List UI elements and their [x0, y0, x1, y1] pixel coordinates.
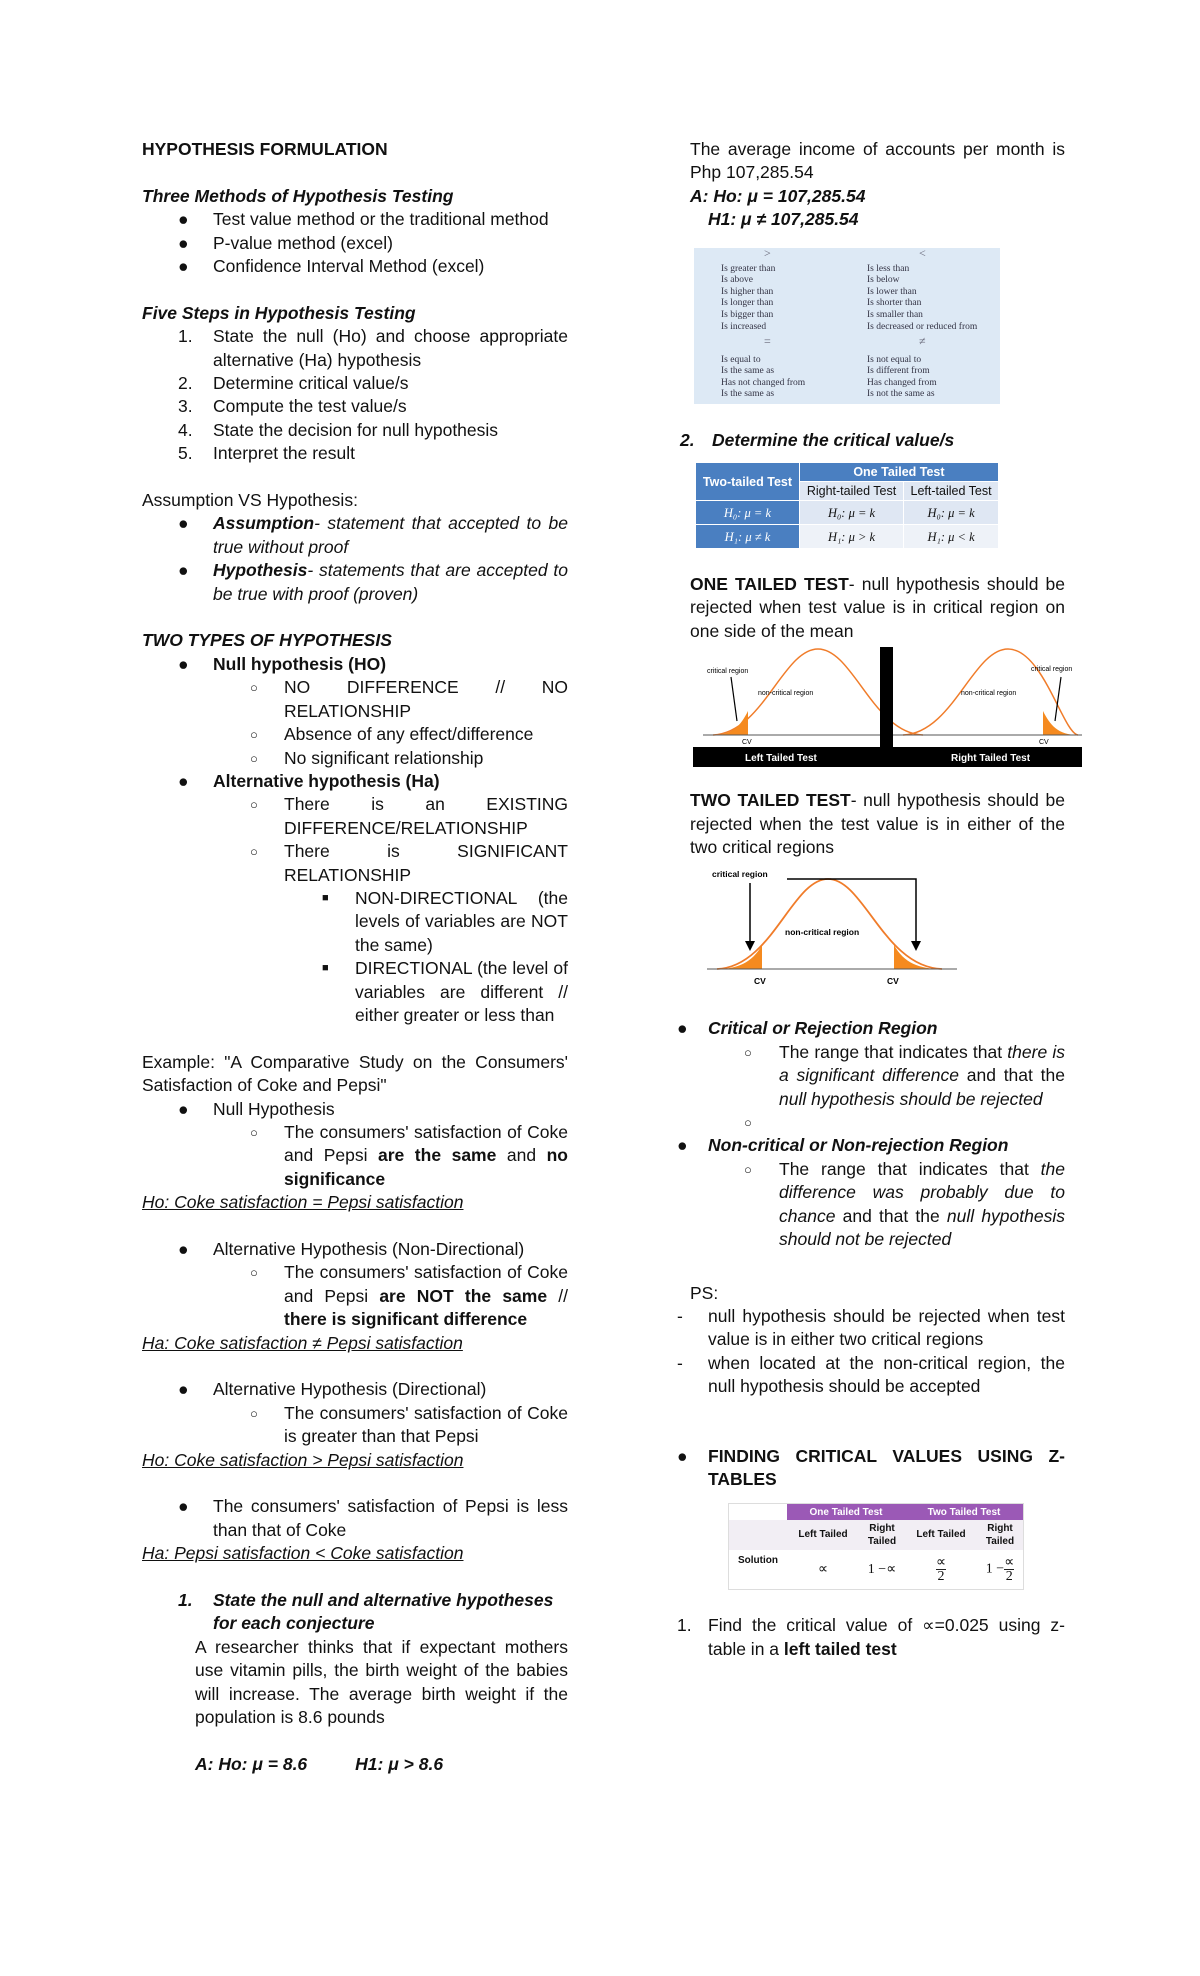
list-item: ● Hypothesis- statements that are accepted to be true with proof (proven)	[178, 560, 568, 604]
list-item: ● Alternative Hypothesis (Directional)	[178, 1379, 487, 1400]
steps-list	[142, 325, 568, 465]
list-item: ● FINDING CRITICAL VALUES USING Z-TABLES	[677, 1445, 1065, 1489]
list-item: 5. Interpret the result	[178, 443, 356, 464]
list-item: ■ DIRECTIONAL (the level of variables are different // either greater or less than	[322, 958, 568, 1025]
income-text: The average income of accounts per month is Php 107,285.54	[690, 139, 1065, 183]
list-item: - when located at the non-critical region, the null hypothesis should be accepted	[677, 1352, 1065, 1397]
two-tailed-figure	[702, 863, 964, 993]
lt-words: Is less than Is below Is lower than Is shorter than Is smaller than Is decreased or reduced from	[867, 263, 978, 332]
income-ho: A: Ho: μ = 107,285.54	[690, 185, 866, 206]
list-item: ● Assumption- statement that accepted to be true without proof	[178, 513, 568, 557]
methods-heading: Three Methods of Hypothesis Testing	[142, 185, 454, 206]
example-intro: Example: "A Comparative Study on the Consumers' Satisfaction of Coke and Pepsi"	[142, 1051, 568, 1096]
gt-words: Is greater than Is above Is higher than Is longer than Is bigger than Is increased	[721, 263, 776, 332]
list-item: ● Alternative Hypothesis (Non-Directional)	[178, 1239, 525, 1259]
noncritical-region-label: non-critical region	[785, 927, 860, 938]
list-item: 3. Compute the test value/s	[178, 396, 407, 417]
one-tailed-figure	[693, 647, 1082, 767]
list-item: ● Confidence Interval Method (excel)	[178, 256, 485, 277]
list-item: 2. Determine critical value/s	[178, 373, 409, 394]
cv-label: CV	[754, 976, 766, 987]
ne-words: Is not equal to Is different from Has changed from Is not the same as	[867, 354, 937, 400]
types-heading: TWO TYPES OF HYPOTHESIS	[142, 630, 392, 651]
two-tailed-text: TWO TAILED TEST- null hypothesis should be rejected when the test value is in either of the two critical regions	[690, 790, 1065, 858]
cv-label: CV	[887, 976, 899, 987]
list-item: ○	[744, 1115, 752, 1131]
alpha-over-two: ∝ 2	[935, 1555, 946, 1585]
one-minus-alpha-over-two: 1 − ∝ 2	[985, 1555, 1015, 1585]
list-item: ○ There is SIGNIFICANT RELATIONSHIP	[250, 841, 568, 885]
list-item: - null hypothesis should be rejected when test value is in either two critical regions	[677, 1305, 1065, 1350]
ps-label: PS:	[690, 1282, 719, 1303]
list-item: 1. Find the critical value of ∝=0.025 using z-table in a left tailed test	[677, 1615, 1065, 1659]
right-tailed-caption: Right Tailed Test	[951, 753, 1031, 765]
list-item: ● Critical or Rejection Region	[677, 1018, 938, 1039]
list-item: ○ The range that indicates that there is a significant difference and that the null hypothesis should be rejected	[744, 1041, 1066, 1109]
list-item: ○ Absence of any effect/difference	[250, 724, 534, 745]
cv-label: CV	[1039, 739, 1049, 747]
steps-heading: Five Steps in Hypothesis Testing	[142, 302, 416, 323]
list-item: ● Alternative hypothesis (Ha)	[178, 770, 440, 791]
left-tailed-caption: Left Tailed Test	[745, 753, 817, 765]
noncritical-region-label: non-critical region	[961, 690, 1017, 698]
equation: Ho: Coke satisfaction = Pepsi satisfaction	[142, 1192, 464, 1213]
list-item: 4. State the decision for null hypothesis	[178, 419, 499, 440]
left-column	[142, 138, 568, 1776]
list-item: ● Null Hypothesis	[178, 1098, 335, 1119]
step1-heading: 1. State the null and alternative hypotheses for each conjecture	[178, 1590, 554, 1634]
list-item: 1. State the null (Ho) and choose appropriate alternative (Ha) hypothesis	[178, 326, 568, 370]
step2-heading: 2. Determine the critical value/s	[680, 429, 955, 450]
equation: Ha: Pepsi satisfaction < Coke satisfaction	[142, 1543, 464, 1564]
eq-words: Is equal to Is the same as Has not changed from Is the same as	[721, 354, 806, 400]
symbol-words-image: > < Is greater than Is above Is higher than Is longer than Is bigger than Is increased Is less than Is below Is lower than Is shorter than Is smaller than Is decreased or reduced from = ≠ Is equal to Is the same as Has not changed from Is the same as Is not equal to Is different from Has changed from Is not the same as	[694, 248, 1000, 404]
income-h1: H1: μ ≠ 107,285.54	[708, 209, 859, 230]
list-item: ○ No significant relationship	[250, 747, 484, 768]
list-item: ○ The range that indicates that the difference was probably due to chance and that the null hypothesis should not be rejected	[744, 1158, 1065, 1250]
list-item: ■ NON-DIRECTIONAL (the levels of variables are NOT the same)	[322, 887, 568, 955]
list-item: ● Test value method or the traditional method	[178, 209, 549, 230]
cv-label: CV	[742, 739, 752, 747]
list-item: ● Non-critical or Non-rejection Region	[677, 1135, 1009, 1156]
assumption-heading: Assumption VS Hypothesis:	[142, 490, 358, 511]
critical-region-label: critical region	[707, 668, 749, 676]
list-item: ○ The consumers' satisfaction of Coke is greater than that Pepsi	[250, 1402, 568, 1447]
noncritical-region-label: non-critical region	[758, 690, 814, 698]
methods-list	[142, 208, 568, 278]
z-table: One Tailed Test Two Tailed Test Left Tailed Right Tailed Left Tailed Right Tailed Solution ∝ 1 −∝ ∝ 2 1 − ∝ 2	[728, 1503, 1024, 1590]
critical-region-label: critical region	[1031, 666, 1073, 674]
page-title: HYPOTHESIS FORMULATION	[142, 139, 388, 159]
list-item: ○ The consumers' satisfaction of Coke and Pepsi are the same and no significance	[250, 1121, 568, 1189]
equation: Ha: Coke satisfaction ≠ Pepsi satisfaction	[142, 1332, 463, 1353]
critical-region-label: critical region	[712, 869, 768, 880]
list-item: ○ There is an EXISTING DIFFERENCE/RELATIONSHIP	[250, 794, 568, 838]
list-item: ● P-value method (excel)	[178, 232, 393, 253]
list-item: ○ The consumers' satisfaction of Coke and Pepsi are NOT the same // there is significant difference	[250, 1262, 568, 1330]
equation: Ho: Coke satisfaction > Pepsi satisfaction	[142, 1449, 464, 1470]
list-item: ○ NO DIFFERENCE // NO RELATIONSHIP	[250, 677, 568, 721]
right-column	[677, 138, 1073, 1661]
one-tailed-text: ONE TAILED TEST- null hypothesis should be rejected when test value is in critical region on one side of the mean	[690, 574, 1066, 641]
step1-text: A researcher thinks that if expectant mothers use vitamin pills, the birth weight of the babies will increase. The average birth weight if the population is 8.6 pounds	[195, 1636, 568, 1728]
critical-value-table: Two-tailed Test One Tailed Test Right-tailed Test Left-tailed Test H₀: μ = k H₀: μ = k H₀: μ = k H₁: μ ≠ k H₁: μ > k H₁: μ < k	[695, 462, 999, 549]
list-item: ● Null hypothesis (HO)	[178, 653, 387, 674]
step1-answer: A: Ho: μ = 8.6 H1: μ > 8.6	[195, 1753, 444, 1774]
list-item: ● The consumers' satisfaction of Pepsi is less than that of Coke	[178, 1496, 568, 1540]
